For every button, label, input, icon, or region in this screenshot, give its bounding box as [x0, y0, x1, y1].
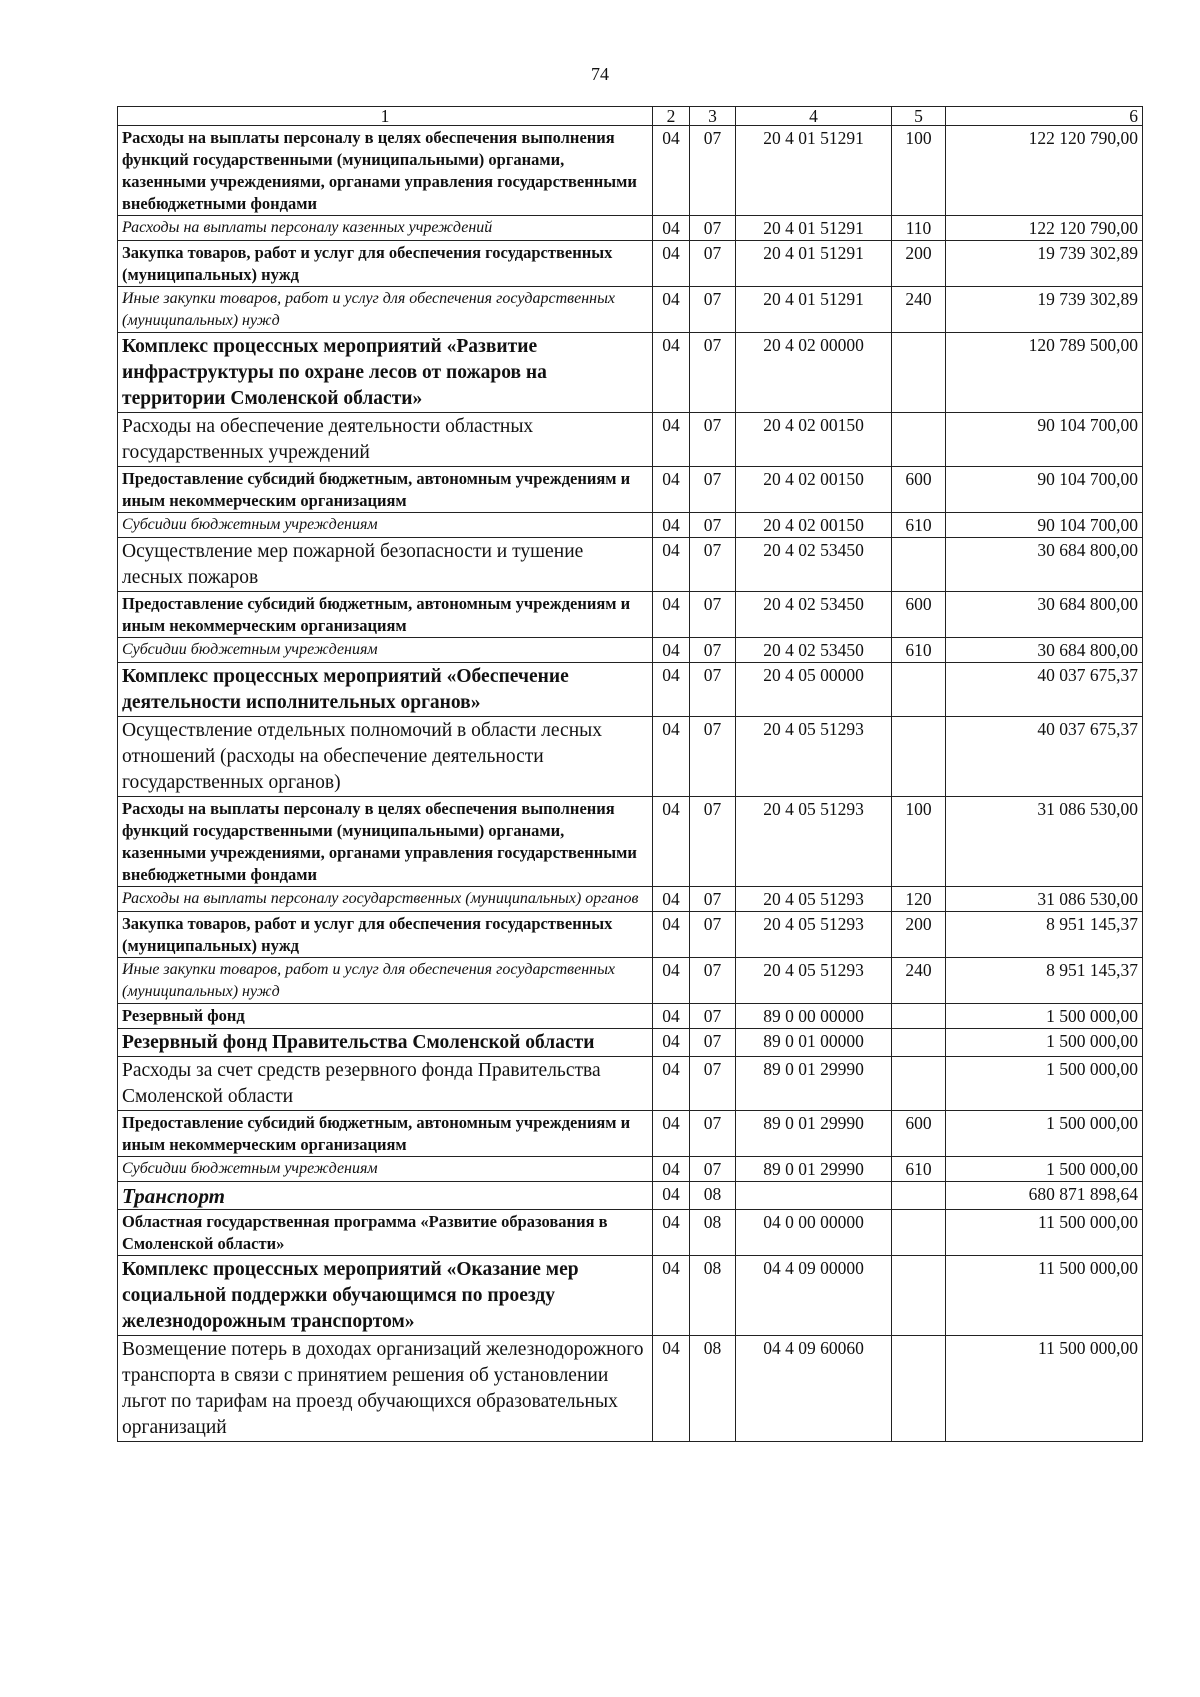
row-subsection-cell: 07 — [690, 958, 736, 1004]
row-subsection-cell: 07 — [690, 592, 736, 638]
row-target-code-cell: 89 0 01 29990 — [736, 1157, 892, 1182]
table-row — [118, 958, 1143, 1004]
row-subsection-cell: 07 — [690, 241, 736, 287]
row-expense-type-cell — [892, 413, 946, 467]
table-row — [118, 592, 1143, 638]
row-target-code-cell: 89 0 01 29990 — [736, 1111, 892, 1157]
row-amount-cell: 90 104 700,00 — [946, 467, 1143, 513]
row-name-cell: Транспорт — [118, 1182, 653, 1210]
row-expense-type-cell: 110 — [892, 216, 946, 241]
row-section-cell: 04 — [653, 1336, 690, 1442]
row-subsection-cell: 08 — [690, 1256, 736, 1336]
row-section-cell: 04 — [653, 538, 690, 592]
header-col-1: 1 — [118, 107, 653, 126]
row-target-code-cell: 20 4 05 51293 — [736, 887, 892, 912]
row-subsection-cell: 07 — [690, 887, 736, 912]
row-subsection-cell: 07 — [690, 1057, 736, 1111]
row-amount-cell: 1 500 000,00 — [946, 1029, 1143, 1057]
row-amount-cell: 122 120 790,00 — [946, 126, 1143, 216]
row-section-cell: 04 — [653, 1029, 690, 1057]
row-subsection-cell: 07 — [690, 912, 736, 958]
page-number: 74 — [591, 64, 609, 84]
row-expense-type-cell: 100 — [892, 126, 946, 216]
row-expense-type-cell — [892, 1004, 946, 1029]
row-subsection-cell: 07 — [690, 513, 736, 538]
table-row — [118, 467, 1143, 513]
row-target-code-cell: 89 0 01 00000 — [736, 1029, 892, 1057]
row-subsection-cell: 07 — [690, 333, 736, 413]
row-target-code-cell: 20 4 05 51293 — [736, 912, 892, 958]
row-section-cell: 04 — [653, 1004, 690, 1029]
row-expense-type-cell — [892, 1057, 946, 1111]
row-subsection-cell: 08 — [690, 1336, 736, 1442]
table-row — [118, 1111, 1143, 1157]
row-subsection-cell: 07 — [690, 538, 736, 592]
row-subsection-cell: 08 — [690, 1210, 736, 1256]
row-target-code-cell: 20 4 02 00150 — [736, 467, 892, 513]
row-section-cell: 04 — [653, 663, 690, 717]
table-row — [118, 413, 1143, 467]
row-expense-type-cell: 200 — [892, 241, 946, 287]
row-name-cell: Иные закупки товаров, работ и услуг для обеспечения государственных (муниципальных) нужд — [118, 287, 653, 333]
row-amount-cell: 1 500 000,00 — [946, 1004, 1143, 1029]
table-row — [118, 717, 1143, 797]
row-name-cell: Субсидии бюджетным учреждениям — [118, 1157, 653, 1182]
row-section-cell: 04 — [653, 1210, 690, 1256]
row-name-cell: Резервный фонд — [118, 1004, 653, 1029]
row-subsection-cell: 07 — [690, 287, 736, 333]
row-section-cell: 04 — [653, 1256, 690, 1336]
row-amount-cell: 11 500 000,00 — [946, 1336, 1143, 1442]
row-amount-cell: 1 500 000,00 — [946, 1057, 1143, 1111]
row-subsection-cell: 07 — [690, 663, 736, 717]
row-section-cell: 04 — [653, 958, 690, 1004]
row-subsection-cell: 07 — [690, 1004, 736, 1029]
row-amount-cell: 31 086 530,00 — [946, 797, 1143, 887]
row-subsection-cell: 07 — [690, 1111, 736, 1157]
row-target-code-cell — [736, 1182, 892, 1210]
header-col-5: 5 — [892, 107, 946, 126]
table-row — [118, 333, 1143, 413]
row-name-cell: Предоставление субсидий бюджетным, автономным учреждениям и иным некоммерческим организациям — [118, 1111, 653, 1157]
row-name-cell: Расходы на выплаты персоналу государственных (муниципальных) органов — [118, 887, 653, 912]
row-section-cell: 04 — [653, 467, 690, 513]
header-col-2: 2 — [653, 107, 690, 126]
row-expense-type-cell — [892, 1336, 946, 1442]
row-amount-cell: 90 104 700,00 — [946, 413, 1143, 467]
row-name-cell: Закупка товаров, работ и услуг для обеспечения государственных (муниципальных) нужд — [118, 912, 653, 958]
table-row — [118, 1029, 1143, 1057]
row-subsection-cell: 07 — [690, 413, 736, 467]
row-target-code-cell: 89 0 01 29990 — [736, 1057, 892, 1111]
row-target-code-cell: 20 4 05 51293 — [736, 797, 892, 887]
row-expense-type-cell: 610 — [892, 1157, 946, 1182]
row-section-cell: 04 — [653, 887, 690, 912]
row-amount-cell: 11 500 000,00 — [946, 1256, 1143, 1336]
row-subsection-cell: 07 — [690, 467, 736, 513]
row-target-code-cell: 20 4 05 00000 — [736, 663, 892, 717]
table-row — [118, 241, 1143, 287]
row-amount-cell: 19 739 302,89 — [946, 287, 1143, 333]
row-subsection-cell: 07 — [690, 797, 736, 887]
row-amount-cell: 30 684 800,00 — [946, 638, 1143, 663]
row-name-cell: Субсидии бюджетным учреждениям — [118, 638, 653, 663]
row-amount-cell: 120 789 500,00 — [946, 333, 1143, 413]
row-name-cell: Предоставление субсидий бюджетным, автономным учреждениям и иным некоммерческим организациям — [118, 467, 653, 513]
header-col-4: 4 — [736, 107, 892, 126]
row-expense-type-cell — [892, 717, 946, 797]
table-row — [118, 1004, 1143, 1029]
row-name-cell: Иные закупки товаров, работ и услуг для обеспечения государственных (муниципальных) нужд — [118, 958, 653, 1004]
row-subsection-cell: 07 — [690, 216, 736, 241]
row-target-code-cell: 89 0 00 00000 — [736, 1004, 892, 1029]
row-expense-type-cell — [892, 663, 946, 717]
row-expense-type-cell: 600 — [892, 592, 946, 638]
table-header-row — [118, 107, 1143, 126]
row-section-cell: 04 — [653, 216, 690, 241]
row-section-cell: 04 — [653, 333, 690, 413]
row-name-cell: Возмещение потерь в доходах организаций железнодорожного транспорта в связи с принятием решения об установлении льгот по тарифам на проезд обучающихся образовательных организаций — [118, 1336, 653, 1442]
row-name-cell: Расходы на обеспечение деятельности областных государственных учреждений — [118, 413, 653, 467]
table-row — [118, 887, 1143, 912]
row-expense-type-cell — [892, 1210, 946, 1256]
row-section-cell: 04 — [653, 1182, 690, 1210]
row-subsection-cell: 08 — [690, 1182, 736, 1210]
row-expense-type-cell: 610 — [892, 513, 946, 538]
row-expense-type-cell: 100 — [892, 797, 946, 887]
row-target-code-cell: 20 4 02 53450 — [736, 592, 892, 638]
row-name-cell: Комплекс процессных мероприятий «Обеспечение деятельности исполнительных органов» — [118, 663, 653, 717]
table-row — [118, 638, 1143, 663]
row-section-cell: 04 — [653, 592, 690, 638]
row-name-cell: Предоставление субсидий бюджетным, автономным учреждениям и иным некоммерческим организациям — [118, 592, 653, 638]
row-amount-cell: 40 037 675,37 — [946, 717, 1143, 797]
row-target-code-cell: 20 4 05 51293 — [736, 717, 892, 797]
row-subsection-cell: 07 — [690, 717, 736, 797]
row-section-cell: 04 — [653, 1111, 690, 1157]
row-subsection-cell: 07 — [690, 1029, 736, 1057]
row-expense-type-cell: 610 — [892, 638, 946, 663]
row-target-code-cell: 20 4 02 00000 — [736, 333, 892, 413]
row-expense-type-cell — [892, 538, 946, 592]
row-name-cell: Комплекс процессных мероприятий «Оказание мер социальной поддержки обучающимся по проезду железнодорожным транспортом» — [118, 1256, 653, 1336]
row-target-code-cell: 20 4 01 51291 — [736, 287, 892, 333]
row-target-code-cell: 04 0 00 00000 — [736, 1210, 892, 1256]
row-section-cell: 04 — [653, 638, 690, 663]
row-target-code-cell: 20 4 02 00150 — [736, 413, 892, 467]
row-section-cell: 04 — [653, 797, 690, 887]
row-section-cell: 04 — [653, 241, 690, 287]
row-amount-cell: 19 739 302,89 — [946, 241, 1143, 287]
row-expense-type-cell: 600 — [892, 1111, 946, 1157]
row-name-cell: Расходы за счет средств резервного фонда Правительства Смоленской области — [118, 1057, 653, 1111]
table-row — [118, 1057, 1143, 1111]
table-row — [118, 287, 1143, 333]
row-name-cell: Расходы на выплаты персоналу казенных учреждений — [118, 216, 653, 241]
table-row — [118, 1210, 1143, 1256]
row-name-cell: Субсидии бюджетным учреждениям — [118, 513, 653, 538]
row-section-cell: 04 — [653, 1157, 690, 1182]
row-name-cell: Осуществление отдельных полномочий в области лесных отношений (расходы на обеспечение деятельности государственных органов) — [118, 717, 653, 797]
row-section-cell: 04 — [653, 126, 690, 216]
table-row — [118, 1336, 1143, 1442]
row-target-code-cell: 04 4 09 60060 — [736, 1336, 892, 1442]
row-name-cell: Расходы на выплаты персоналу в целях обеспечения выполнения функций государственными (муниципальными) органами, казенными учреждениями, органами управления государственными внебюджетными фондами — [118, 797, 653, 887]
row-target-code-cell: 20 4 01 51291 — [736, 216, 892, 241]
table-row — [118, 1182, 1143, 1210]
table-row — [118, 663, 1143, 717]
row-target-code-cell: 20 4 02 53450 — [736, 638, 892, 663]
row-expense-type-cell: 240 — [892, 958, 946, 1004]
row-expense-type-cell — [892, 1029, 946, 1057]
row-section-cell: 04 — [653, 513, 690, 538]
row-target-code-cell: 20 4 01 51291 — [736, 126, 892, 216]
table-row — [118, 1157, 1143, 1182]
row-target-code-cell: 20 4 01 51291 — [736, 241, 892, 287]
row-expense-type-cell — [892, 1256, 946, 1336]
row-amount-cell: 31 086 530,00 — [946, 887, 1143, 912]
row-section-cell: 04 — [653, 717, 690, 797]
row-subsection-cell: 07 — [690, 126, 736, 216]
row-name-cell: Расходы на выплаты персоналу в целях обеспечения выполнения функций государственными (муниципальными) органами, казенными учреждениями, органами управления государственными внебюджетными фондами — [118, 126, 653, 216]
row-target-code-cell: 20 4 02 00150 — [736, 513, 892, 538]
table-row — [118, 216, 1143, 241]
table-row — [118, 538, 1143, 592]
table-row — [118, 1256, 1143, 1336]
row-expense-type-cell: 240 — [892, 287, 946, 333]
row-section-cell: 04 — [653, 912, 690, 958]
row-subsection-cell: 07 — [690, 638, 736, 663]
row-expense-type-cell — [892, 333, 946, 413]
row-name-cell: Резервный фонд Правительства Смоленской области — [118, 1029, 653, 1057]
row-amount-cell: 40 037 675,37 — [946, 663, 1143, 717]
row-expense-type-cell: 200 — [892, 912, 946, 958]
row-amount-cell: 90 104 700,00 — [946, 513, 1143, 538]
table-row — [118, 126, 1143, 216]
row-expense-type-cell — [892, 1182, 946, 1210]
row-name-cell: Комплекс процессных мероприятий «Развитие инфраструктуры по охране лесов от пожаров на территории Смоленской области» — [118, 333, 653, 413]
row-expense-type-cell: 600 — [892, 467, 946, 513]
row-amount-cell: 11 500 000,00 — [946, 1210, 1143, 1256]
row-amount-cell: 680 871 898,64 — [946, 1182, 1143, 1210]
row-section-cell: 04 — [653, 1057, 690, 1111]
row-expense-type-cell: 120 — [892, 887, 946, 912]
row-section-cell: 04 — [653, 413, 690, 467]
row-name-cell: Закупка товаров, работ и услуг для обеспечения государственных (муниципальных) нужд — [118, 241, 653, 287]
table-row — [118, 513, 1143, 538]
row-target-code-cell: 20 4 05 51293 — [736, 958, 892, 1004]
row-section-cell: 04 — [653, 287, 690, 333]
row-name-cell: Осуществление мер пожарной безопасности и тушение лесных пожаров — [118, 538, 653, 592]
table-body — [118, 107, 1143, 1442]
row-name-cell: Областная государственная программа «Развитие образования в Смоленской области» — [118, 1210, 653, 1256]
row-target-code-cell: 04 4 09 00000 — [736, 1256, 892, 1336]
header-col-6: 6 — [946, 107, 1143, 126]
row-target-code-cell: 20 4 02 53450 — [736, 538, 892, 592]
row-amount-cell: 122 120 790,00 — [946, 216, 1143, 241]
row-amount-cell: 8 951 145,37 — [946, 958, 1143, 1004]
header-col-3: 3 — [690, 107, 736, 126]
row-amount-cell: 8 951 145,37 — [946, 912, 1143, 958]
row-amount-cell: 1 500 000,00 — [946, 1157, 1143, 1182]
row-amount-cell: 30 684 800,00 — [946, 538, 1143, 592]
row-amount-cell: 30 684 800,00 — [946, 592, 1143, 638]
table-row — [118, 912, 1143, 958]
row-amount-cell: 1 500 000,00 — [946, 1111, 1143, 1157]
row-subsection-cell: 07 — [690, 1157, 736, 1182]
table-row — [118, 797, 1143, 887]
budget-table — [117, 106, 1143, 1442]
